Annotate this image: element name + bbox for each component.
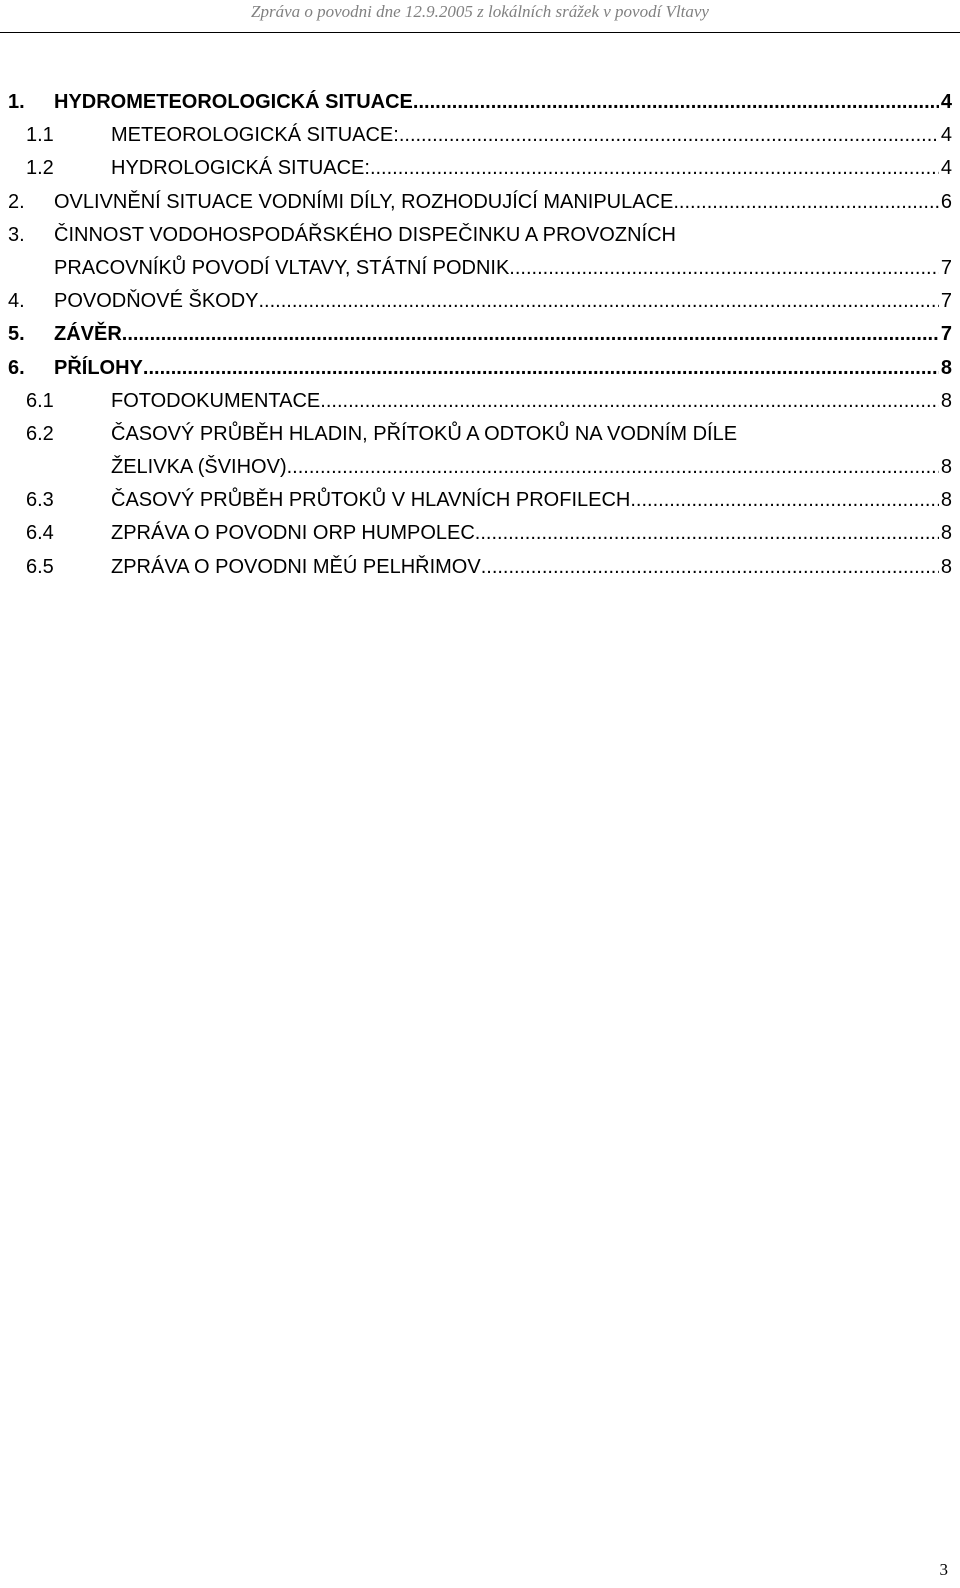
toc-entry-title: ZPRÁVA O POVODNI ORP HUMPOLEC <box>111 522 475 545</box>
toc-entry-number: 3. <box>8 223 25 246</box>
toc-entry-1[interactable] <box>0 86 960 119</box>
toc-entry-1-1[interactable] <box>0 119 960 152</box>
toc-entry-title: ZÁVĚR <box>54 323 122 346</box>
toc-entry-title: FOTODOKUMENTACE <box>111 389 321 412</box>
toc-entry-page: 4 <box>940 124 952 147</box>
toc-entry-5[interactable] <box>0 318 960 351</box>
toc-entry-number: 6.1 <box>26 389 54 412</box>
dot-leader <box>370 152 939 185</box>
table-of-contents <box>0 86 960 584</box>
dot-leader <box>673 186 939 219</box>
toc-entry-number: 6.5 <box>26 555 54 578</box>
dot-leader <box>630 484 939 517</box>
toc-entry-title: METEOROLOGICKÁ SITUACE: <box>111 124 399 147</box>
running-header: Zpráva o povodni dne 12.9.2005 z lokálních srážek v povodí Vltavy <box>251 2 709 21</box>
dot-leader <box>259 285 939 318</box>
toc-entry-number: 6.3 <box>26 489 54 512</box>
dot-leader <box>481 551 939 584</box>
toc-entry-title: ZPRÁVA O POVODNI MĚÚ PELHŘIMOV <box>111 555 481 578</box>
toc-entry-6-4[interactable] <box>0 517 960 550</box>
toc-entry-number: 6. <box>8 356 25 379</box>
toc-entry-page: 8 <box>940 489 952 512</box>
toc-entry-6-1[interactable] <box>0 385 960 418</box>
toc-entry-6-2[interactable] <box>0 418 960 484</box>
toc-entry-title: PŘÍLOHY <box>54 356 143 379</box>
toc-entry-page: 8 <box>940 356 952 379</box>
toc-entry-title-line1: ČINNOST VODOHOSPODÁŘSKÉHO DISPEČINKU A PROVOZNÍCH <box>54 223 676 246</box>
toc-entry-page: 8 <box>940 555 952 578</box>
toc-entry-page: 8 <box>940 389 952 412</box>
toc-entry-title: HYDROMETEOROLOGICKÁ SITUACE <box>54 91 413 113</box>
dot-leader <box>509 252 939 285</box>
toc-entry-title-line2: ŽELIVKA (ŠVIHOV) <box>111 456 287 479</box>
toc-entry-page: 4 <box>940 157 952 180</box>
toc-entry-page: 6 <box>940 190 952 213</box>
toc-entry-number: 6.2 <box>26 422 54 445</box>
toc-entry-number: 1. <box>8 91 25 113</box>
toc-entry-number: 6.4 <box>26 522 54 545</box>
dot-leader <box>475 517 939 550</box>
page-number: 3 <box>939 1560 948 1579</box>
toc-entry-page: 7 <box>940 323 952 346</box>
toc-entry-number: 4. <box>8 290 25 313</box>
toc-entry-6[interactable] <box>0 352 960 385</box>
toc-entry-page: 4 <box>940 91 952 113</box>
dot-leader <box>122 318 939 351</box>
toc-entry-title: OVLIVNĚNÍ SITUACE VODNÍMI DÍLY, ROZHODUJÍCÍ MANIPULACE <box>54 190 674 213</box>
toc-entry-3[interactable] <box>0 219 960 285</box>
toc-entry-page: 8 <box>940 522 952 545</box>
dot-leader <box>287 451 939 484</box>
toc-entry-6-5[interactable] <box>0 551 960 584</box>
toc-entry-6-3[interactable] <box>0 484 960 517</box>
toc-entry-page: 8 <box>940 456 952 479</box>
toc-entry-number: 5. <box>8 323 25 346</box>
toc-entry-page: 7 <box>940 256 952 279</box>
toc-entry-number: 2. <box>8 190 25 213</box>
toc-entry-title-line2: PRACOVNÍKŮ POVODÍ VLTAVY, STÁTNÍ PODNIK <box>54 256 510 279</box>
dot-leader <box>143 352 939 385</box>
toc-entry-title: ČASOVÝ PRŮBĚH PRŮTOKŮ V HLAVNÍCH PROFILECH <box>111 489 631 512</box>
dot-leader <box>399 119 939 152</box>
dot-leader <box>413 86 939 119</box>
toc-entry-number: 1.1 <box>26 124 54 147</box>
toc-entry-number: 1.2 <box>26 157 54 180</box>
toc-entry-1-2[interactable] <box>0 152 960 185</box>
header-rule <box>0 32 960 33</box>
toc-entry-2[interactable] <box>0 186 960 219</box>
toc-entry-title: POVODŇOVÉ ŠKODY <box>54 290 259 313</box>
toc-entry-page: 7 <box>940 290 952 313</box>
toc-entry-title: HYDROLOGICKÁ SITUACE: <box>111 157 370 180</box>
dot-leader <box>320 385 939 418</box>
toc-entry-4[interactable] <box>0 285 960 318</box>
toc-entry-title-line1: ČASOVÝ PRŮBĚH HLADIN, PŘÍTOKŮ A ODTOKŮ NA VODNÍM DÍLE <box>111 422 738 445</box>
